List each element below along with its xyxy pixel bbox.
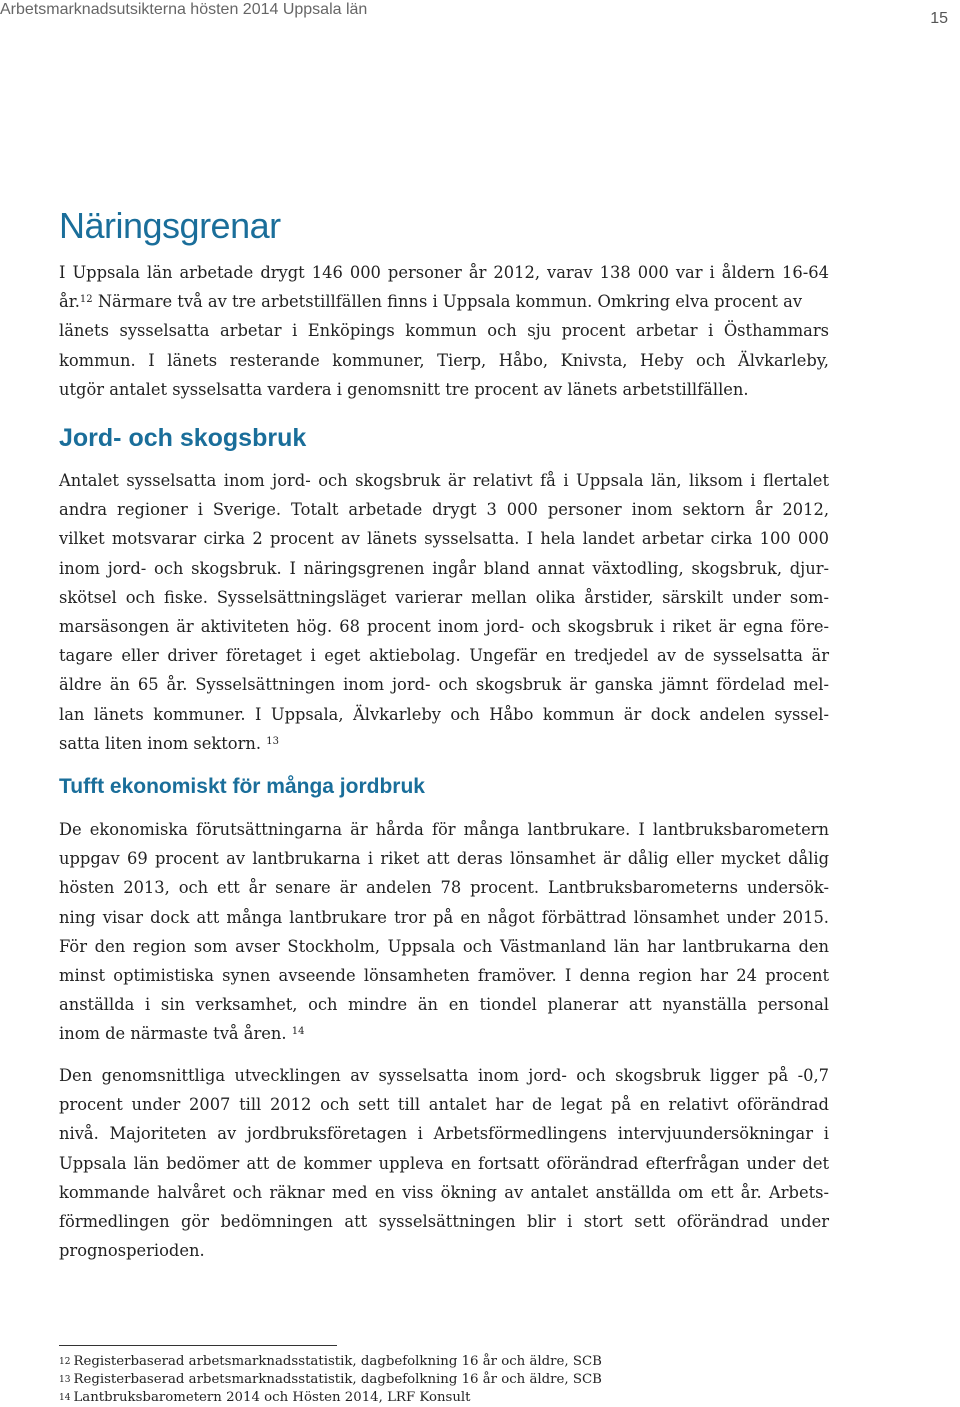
footnote-text: Registerbaserad arbetsmarknadsstatistik, dagbefolkning 16 år och äldre, SCB: [73, 1372, 602, 1387]
text-line: [59, 287, 829, 316]
text-fragment: satta liten inom sektorn.: [59, 733, 262, 753]
text-line: förmedlingen gör bedömningen att sysselsättningen blir i stort sett oförändrad under: [59, 1211, 829, 1231]
text-line: kommun. I länets resterande kommuner, Tierp, Håbo, Knivsta, Heby och Älvkarleby,: [59, 350, 829, 370]
text-line: prognosperioden.: [59, 1241, 205, 1261]
text-line: skötsel och fiske. Sysselsättningsläget varierar mellan olika årstider, särskilt under som-: [59, 587, 829, 607]
text-line: Antalet sysselsatta inom jord- och skogsbruk är relativt få i Uppsala län, liksom i flertalet: [59, 471, 829, 490]
text-line: Uppsala län bedömer att de kommer uppleva en fortsatt oförändrad efterfrågan under det: [59, 1153, 829, 1173]
intro-paragraph: [59, 258, 829, 404]
text-line: Den genomsnittliga utvecklingen av sysselsatta inom jord- och skogsbruk ligger på -0,7: [59, 1066, 829, 1085]
page-number: 15: [930, 10, 948, 27]
subsection-title-tufft: Tufft ekonomiskt för många jordbruk: [59, 775, 425, 798]
text-line: [59, 1019, 829, 1048]
footnote-13: [59, 1371, 759, 1389]
tufft-paragraph-2: [59, 1061, 829, 1265]
text-line: För den region som avser Stockholm, Uppsala och Västmanland län har lantbrukarna den: [59, 936, 829, 956]
footnote-text: Registerbaserad arbetsmarknadsstatistik, dagbefolkning 16 år och äldre, SCB: [73, 1354, 602, 1369]
text-line: uppgav 69 procent av lantbrukarna i riket att deras lönsamhet är dålig eller mycket dålig: [59, 849, 829, 869]
footnote-number: 12: [59, 1357, 71, 1367]
footnote-ref[interactable]: 13: [266, 735, 279, 747]
text-line: tagare eller driver företaget i eget aktiebolag. Ungefär en tredjedel av de sysselsatta är: [59, 646, 829, 666]
section-title: Näringsgrenar: [59, 205, 281, 246]
footnote-ref[interactable]: 14: [291, 1026, 305, 1038]
text-line: inom jord- och skogsbruk. I näringsgrenen ingår bland annat växtodling, skogsbruk, djur-: [59, 558, 829, 578]
text-line: marsäsongen är aktiviteten hög. 68 procent inom jord- och skogsbruk i riket är egna före-: [59, 616, 829, 636]
text-line: anställda i sin verksamhet, och mindre än en tiondel planerar att nyanställa personal: [59, 995, 829, 1015]
text-line: minst optimistiska synen avseende lönsamheten framöver. I denna region har 24 procent: [59, 965, 829, 985]
text-line: länets sysselsatta arbetar i Enköpings kommun och sju procent arbetar i Östhammars: [59, 321, 829, 341]
text-line: lan länets kommuner. I Uppsala, Älvkarleby och Håbo kommun är dock andelen syssel-: [59, 704, 829, 724]
footnote-divider: [59, 1345, 337, 1346]
text-line: ning visar dock att många lantbrukare tror på en något förbättrad lönsamhet under 2015.: [59, 907, 829, 927]
subsection-title-jord: Jord- och skogsbruk: [59, 424, 307, 452]
text-fragment: inom de närmaste två åren.: [59, 1024, 287, 1044]
text-line: procent under 2007 till 2012 och sett till antalet har de legat på en relativt oförändrad: [59, 1095, 829, 1115]
text-line: utgör antalet sysselsatta vardera i genomsnitt tre procent av länets arbetstillfällen.: [59, 379, 749, 399]
text-line: nivå. Majoriteten av jordbruksföretagen i Arbetsförmedlingens intervjuundersökningar i: [59, 1124, 829, 1144]
tufft-paragraph-1: [59, 815, 829, 1049]
text-line: De ekonomiska förutsättningarna är hårda för många lantbrukare. I lantbruksbarometern: [59, 820, 829, 839]
text-line: kommande halvåret och räknar med en viss ökning av antalet anställda om ett år. Arbets-: [59, 1182, 829, 1202]
footnote-12: [59, 1353, 759, 1371]
text-line: hösten 2013, och ett år senare är andelen 78 procent. Lantbruksbarometerns undersök-: [59, 878, 829, 898]
text-line: andra regioner i Sverige. Totalt arbetade drygt 3 000 personer inom sektorn år 2012,: [59, 500, 829, 520]
text-line: [59, 729, 829, 758]
footnote-text: Lantbruksbarometern 2014 och Hösten 2014, LRF Konsult: [73, 1390, 471, 1405]
footnotes: [59, 1353, 759, 1407]
footnote-ref[interactable]: 12: [79, 294, 93, 306]
text-line: I Uppsala län arbetade drygt 146 000 personer år 2012, varav 138 000 var i åldern 16-64: [59, 263, 829, 282]
text-fragment: år.: [59, 292, 80, 312]
running-header: Arbetsmarknadsutsikterna hösten 2014 Uppsala län: [0, 1, 368, 18]
jord-paragraph: [59, 466, 829, 758]
footnote-number: 14: [59, 1393, 71, 1403]
footnote-number: 13: [59, 1375, 71, 1385]
text-line: vilket motsvarar cirka 2 procent av länets sysselsatta. I hela landet arbetar cirka 100 000: [59, 529, 829, 549]
text-line: äldre än 65 år. Sysselsättningen inom jord- och skogsbruk är ganska jämnt fördelad mel-: [59, 675, 829, 695]
text-fragment: Närmare två av tre arbetstillfällen finns i Uppsala kommun. Omkring elva procent av: [97, 292, 803, 312]
footnote-14: [59, 1389, 759, 1407]
